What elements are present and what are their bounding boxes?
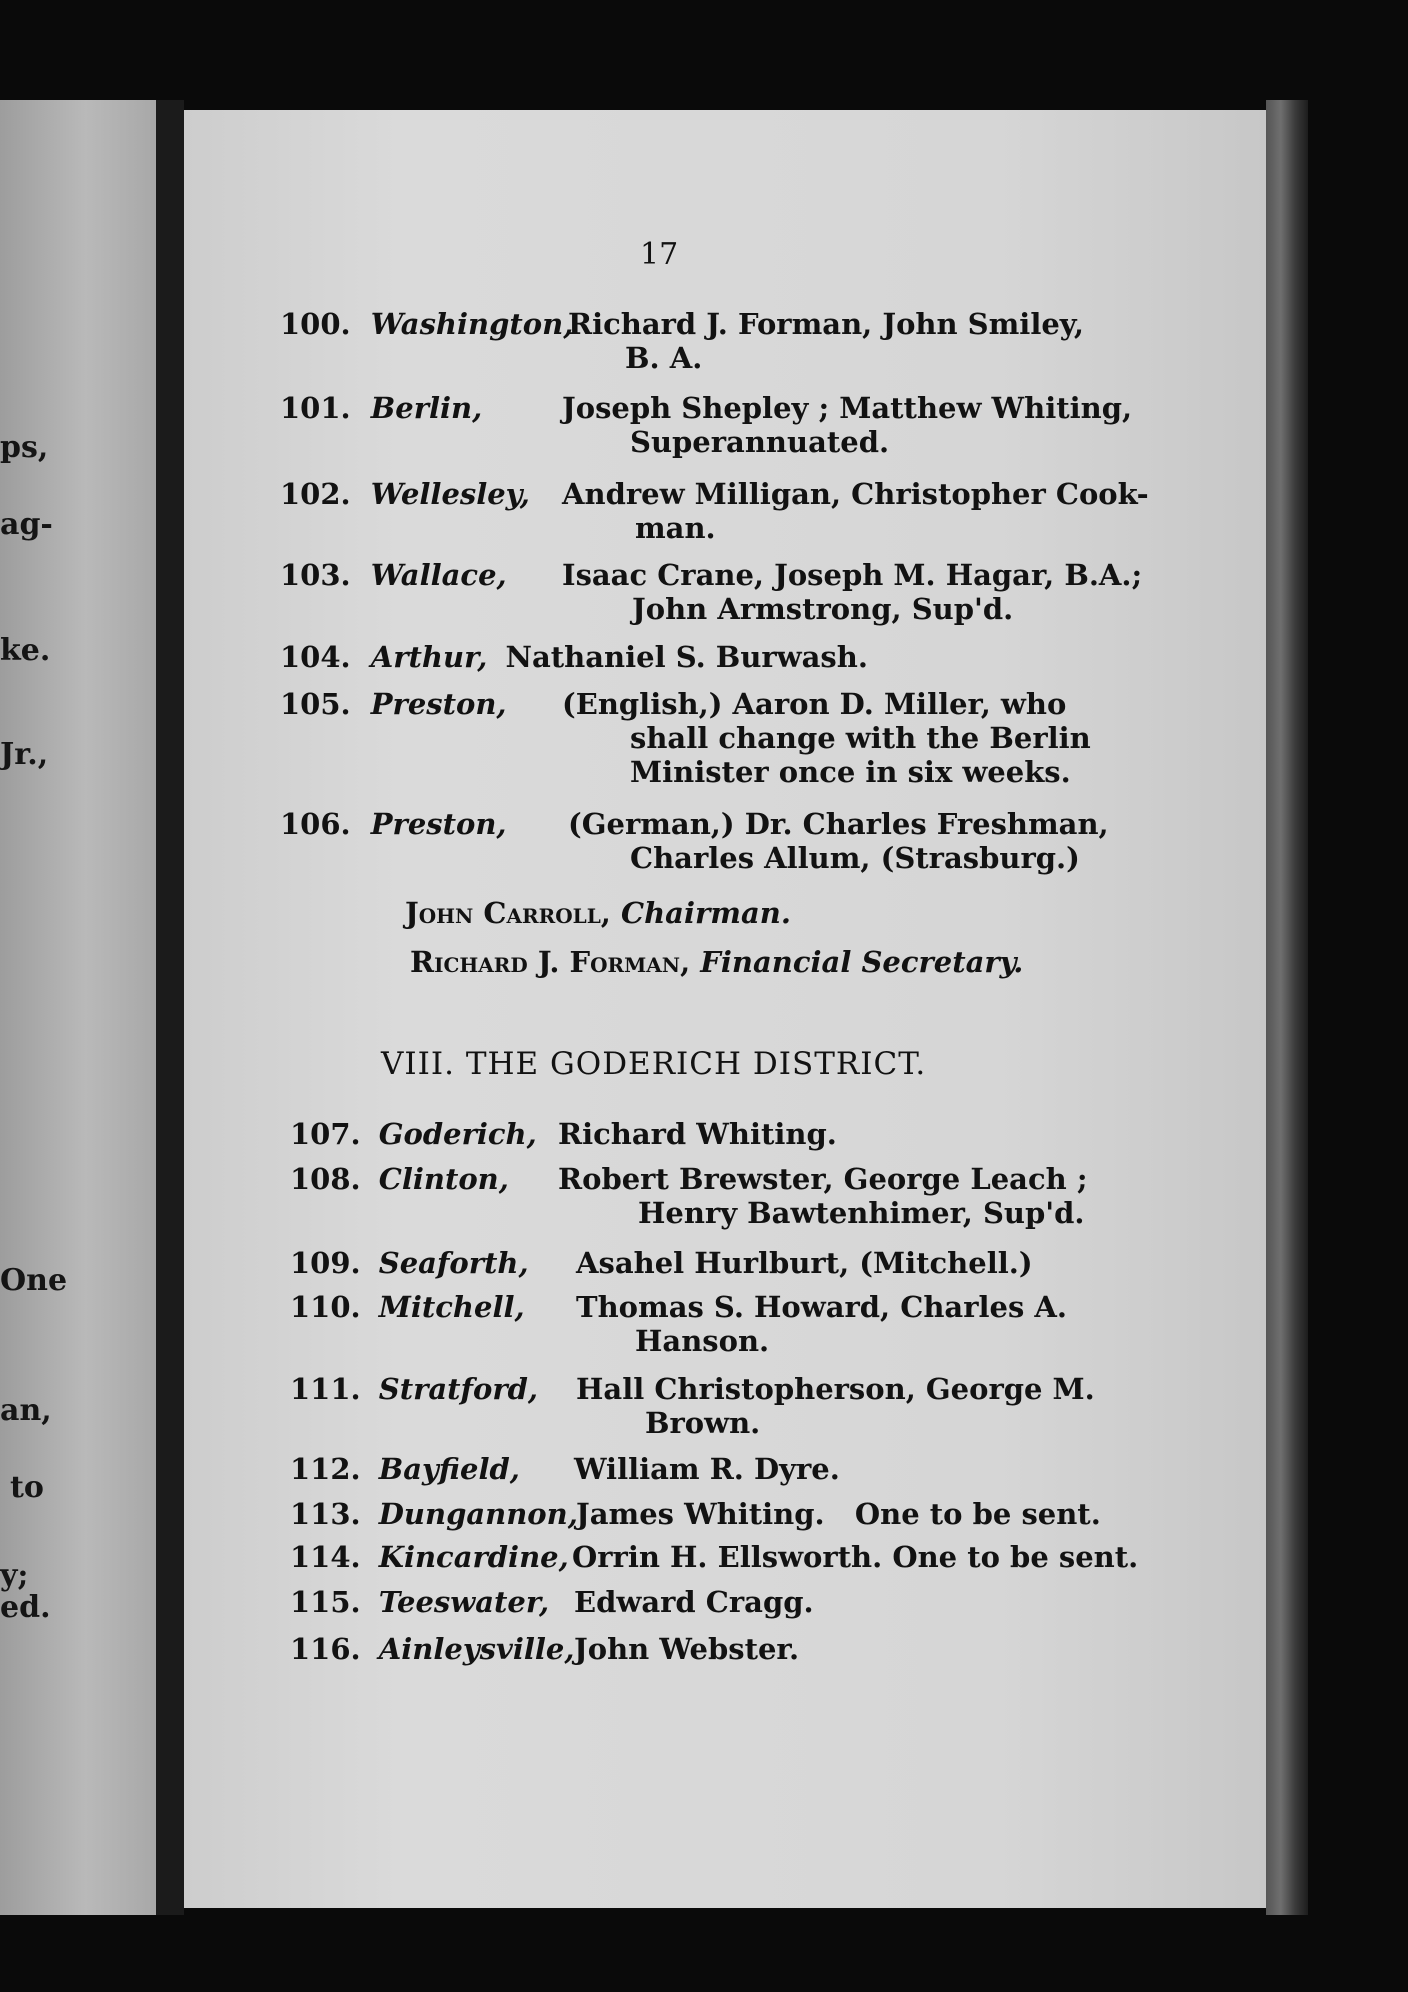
entry-text: Hall Christopherson, George M. [576, 1372, 1095, 1406]
entry-place: Berlin, [370, 391, 483, 425]
entry-number: 109. [290, 1246, 361, 1280]
list-item [290, 1632, 1090, 1666]
list-item [290, 1452, 1090, 1486]
entry-text-cont: Charles Allum, (Strasburg.) [630, 841, 1080, 875]
secretary-name: Richard J. Forman, [410, 945, 691, 979]
district-heading: VIII. THE GODERICH DISTRICT. [381, 1046, 927, 1082]
chairman-role: Chairman. [621, 896, 791, 930]
chairman-line [405, 896, 791, 930]
list-item [290, 1290, 1090, 1358]
page-edge [1266, 100, 1308, 1915]
entry-place: Bayfield, [378, 1452, 520, 1486]
left-fragment: ed. [0, 1590, 51, 1625]
entry-number: 100. [280, 307, 351, 341]
entry-text: (English,) Aaron D. Miller, who [562, 687, 1067, 721]
entry-number: 112. [290, 1452, 361, 1486]
entry-text-cont: Brown. [645, 1406, 761, 1440]
entry-text: James Whiting. One to be sent. [576, 1497, 1101, 1531]
entry-number: 111. [290, 1372, 361, 1406]
entry-text-cont: Hanson. [635, 1324, 770, 1358]
entry-text: (German,) Dr. Charles Freshman, [568, 807, 1109, 841]
chairman-name: John Carroll, [405, 896, 611, 930]
entry-text-cont: Henry Bawtenhimer, Sup'd. [638, 1196, 1085, 1230]
entry-number: 107. [290, 1117, 361, 1151]
entry-text: Richard J. Forman, John Smiley, [568, 307, 1084, 341]
left-fragment: One [0, 1263, 68, 1298]
entry-place: Wallace, [370, 558, 507, 592]
entry-text: Thomas S. Howard, Charles A. [576, 1290, 1067, 1324]
secretary-role: Financial Secretary. [700, 945, 1024, 979]
entry-number: 103. [280, 558, 351, 592]
list-item [280, 558, 1143, 626]
left-facing-page [0, 100, 156, 1915]
entry-text-cont: B. A. [625, 341, 703, 375]
left-fragment: an, [0, 1393, 52, 1428]
entry-text: Isaac Crane, Joseph M. Hagar, B.A.; [562, 558, 1143, 592]
entry-number: 101. [280, 391, 351, 425]
secretary-line [410, 945, 1023, 979]
entry-place: Mitchell, [378, 1290, 525, 1324]
entry-place: Goderich, [378, 1117, 537, 1151]
entry-number: 105. [280, 687, 351, 721]
entry-place: Teeswater, [378, 1585, 550, 1619]
list-item [290, 1162, 1090, 1230]
entry-number: 106. [280, 807, 351, 841]
list-item [290, 1372, 1095, 1440]
entry-text: William R. Dyre. [574, 1452, 840, 1486]
entry-place: Preston, [370, 687, 507, 721]
list-item [290, 1585, 1090, 1619]
left-fragment: ke. [0, 633, 51, 668]
list-item [290, 1540, 1139, 1574]
entry-text: Orrin H. Ellsworth. One to be sent. [572, 1540, 1139, 1574]
entry-text-cont: shall change with the Berlin [630, 721, 1091, 755]
book-gutter [156, 100, 184, 1915]
entry-text-cont: man. [635, 511, 716, 545]
entry-number: 108. [290, 1162, 361, 1196]
entry-text-cont: Superannuated. [630, 425, 890, 459]
entry-number: 110. [290, 1290, 361, 1324]
list-item [290, 1497, 1101, 1531]
entry-number: 114. [290, 1540, 361, 1574]
list-item [290, 1117, 1090, 1151]
entry-text-cont: Minister once in six weeks. [630, 755, 1071, 789]
left-fragment: to [10, 1470, 44, 1505]
list-item [290, 1246, 1090, 1280]
left-fragment: ps, [0, 430, 49, 465]
entry-number: 113. [290, 1497, 361, 1531]
entry-text: John Webster. [574, 1632, 800, 1666]
left-fragment: ag- [0, 507, 53, 542]
list-item [280, 807, 1109, 875]
entry-number: 115. [290, 1585, 361, 1619]
page-number: 17 [640, 237, 679, 272]
entry-place: Clinton, [378, 1162, 509, 1196]
list-item [280, 307, 1084, 375]
entry-number: 116. [290, 1632, 361, 1666]
entry-place: Washington, [370, 307, 574, 341]
left-fragment: Jr., [0, 737, 49, 772]
entry-place: Ainleysville, [378, 1632, 575, 1666]
entry-text: Joseph Shepley ; Matthew Whiting, [562, 391, 1133, 425]
entry-number: 102. [280, 477, 351, 511]
entry-text: Richard Whiting. [558, 1117, 837, 1151]
entry-text-cont: John Armstrong, Sup'd. [632, 592, 1014, 626]
entry-number: 104. [280, 640, 351, 674]
entry-place: Arthur, [370, 640, 488, 674]
entry-text: Edward Cragg. [574, 1585, 814, 1619]
entry-place: Kincardine, [378, 1540, 569, 1574]
list-item [280, 477, 1149, 545]
entry-place: Seaforth, [378, 1246, 529, 1280]
list-item [280, 391, 1133, 459]
list-item [280, 687, 1091, 789]
entry-text: Robert Brewster, George Leach ; [558, 1162, 1088, 1196]
left-fragment: y; [0, 1558, 29, 1593]
entry-text: Asahel Hurlburt, (Mitchell.) [576, 1246, 1033, 1280]
entry-place: Dungannon, [378, 1497, 578, 1531]
entry-place: Stratford, [378, 1372, 539, 1406]
entry-place: Preston, [370, 807, 507, 841]
entry-text: Andrew Milligan, Christopher Cook- [562, 477, 1149, 511]
list-item [280, 640, 1080, 674]
entry-place: Wellesley, [370, 477, 530, 511]
entry-text: Nathaniel S. Burwash. [505, 640, 868, 674]
